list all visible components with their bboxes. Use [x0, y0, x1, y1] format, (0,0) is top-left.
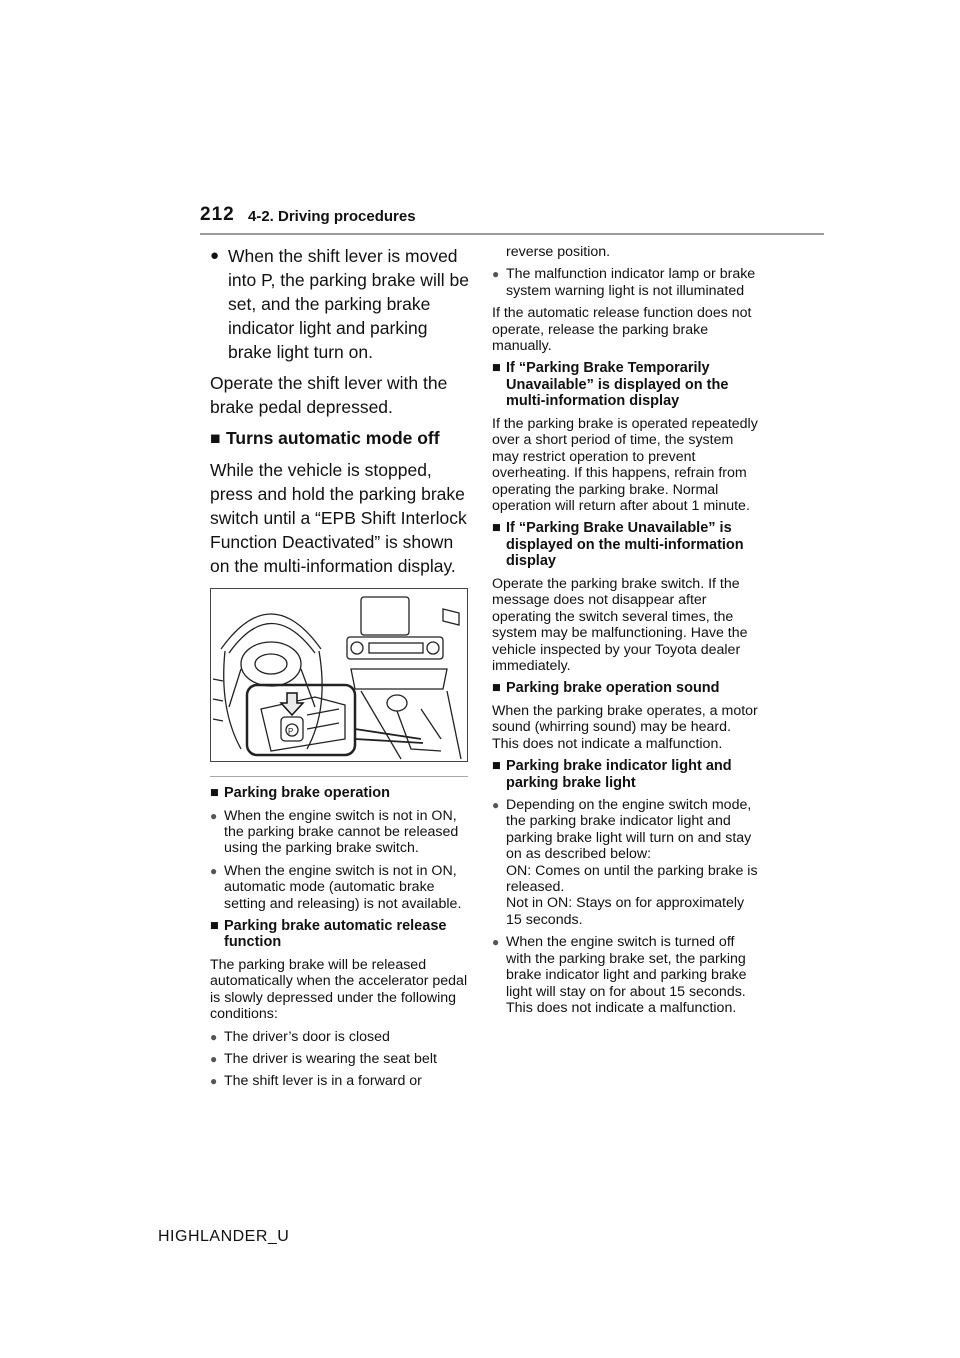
bullet-icon: ● [210, 1029, 218, 1044]
square-icon: ■ [492, 360, 501, 377]
list-item [210, 1073, 472, 1089]
note-text: Operate the parking brake switch. If the message does not disappear after operating the switch several times, the system may be malfunctioning. Have the vehicle inspected by your Toyota dealer immediately. [492, 575, 748, 674]
note-heading-text: Parking brake indicator light and parking brake light [506, 758, 732, 791]
note-heading-operation [210, 785, 472, 802]
notes-block [210, 785, 472, 1090]
note-text: If the parking brake is operated repeatedly over a short period of time, the system may restrict operation to prevent overheating. If this happens, refrain from operating the parking brake. Normal operation will return after about 1 minute. [492, 415, 758, 514]
note-heading-text: If “Parking Brake Unavailable” is displayed on the multi-information display [506, 520, 744, 570]
footer-model: HIGHLANDER_U [158, 1228, 290, 1245]
bullet-icon: ● [492, 935, 500, 950]
list-item-text: The shift lever is in a forward or [224, 1073, 422, 1090]
square-icon: ■ [492, 520, 501, 537]
bullet-icon: ● [210, 808, 218, 823]
bullet-icon: ● [492, 798, 500, 813]
dashboard-illustration-icon [211, 589, 467, 761]
heading-automatic-mode-off [210, 426, 472, 450]
list-item [492, 797, 758, 928]
heading-text: Turns automatic mode off [226, 428, 440, 448]
list-item [210, 1051, 472, 1067]
note-heading-temporarily-unavailable [492, 360, 758, 410]
note-heading-text: Parking brake automatic release function [224, 917, 447, 951]
square-icon: ■ [492, 680, 501, 697]
list-item-text: Depending on the engine switch mode, the parking brake indicator light and parking brake light will turn on and stay on as described below: [506, 797, 752, 863]
note-text: The parking brake will be released automatically when the accelerator pedal is slowly depressed under the following conditions: [210, 956, 468, 1023]
note-heading-text: Parking brake operation sound [506, 680, 720, 697]
list-item-text: ON: Comes on until the parking brake is released. [506, 862, 758, 896]
page-number: 212 [200, 204, 235, 225]
list-item-text: Not in ON: Stays on for approximately 15 seconds. [506, 895, 745, 928]
intro-text: Operate the shift lever with the brake pedal depressed. [210, 373, 448, 417]
list-item-text: The driver’s door is closed [224, 1028, 390, 1045]
list-item-text: The malfunction indicator lamp or brake system warning light is not illuminated [506, 266, 756, 299]
note-heading-indicator-light [492, 758, 758, 791]
section-title: 4-2. Driving procedures [248, 208, 416, 225]
square-icon: ■ [210, 428, 221, 448]
figure-divider [210, 776, 468, 777]
list-item [492, 934, 758, 1016]
note-text: When the parking brake operates, a motor sound (whirring sound) may be heard. This does not indicate a malfunction. [492, 702, 758, 752]
list-item-text: When the engine switch is not in ON, automatic mode (automatic brake setting and releasing) is not available. [224, 862, 462, 912]
left-column [210, 244, 472, 1096]
list-item-text: The driver is wearing the seat belt [224, 1050, 437, 1067]
note-heading-auto-release [210, 918, 472, 951]
bullet-icon: ● [210, 247, 220, 264]
note-heading-unavailable [492, 520, 758, 570]
square-icon: ■ [210, 917, 219, 934]
bullet-icon: ● [210, 863, 218, 878]
continued-text: reverse position. [506, 244, 611, 260]
list-item [210, 808, 472, 857]
bullet-icon: ● [492, 267, 500, 282]
right-column [492, 244, 758, 1022]
parking-brake-switch-illustration [210, 588, 468, 762]
intro-bullet [210, 244, 472, 364]
list-item [210, 863, 472, 912]
bullet-icon: ● [210, 1074, 218, 1089]
list-item [492, 266, 758, 299]
square-icon: ■ [210, 785, 219, 801]
list-item [210, 1029, 472, 1045]
note-heading-text: Parking brake operation [224, 785, 390, 801]
intro-bullet-text: When the shift lever is moved into P, the parking brake will be set, and the parking brake indicator light and parking brake light turn on. [228, 246, 469, 362]
page-header [200, 204, 824, 236]
list-item-text: When the engine switch is not in ON, the parking brake cannot be released using the parking brake switch. [224, 807, 459, 857]
header-divider [200, 233, 824, 235]
note-heading-operation-sound [492, 680, 758, 697]
note-heading-text: If “Parking Brake Temporarily Unavailable” is displayed on the multi-information display [506, 360, 729, 410]
list-item-text: When the engine switch is turned off with the parking brake set, the parking brake indicator light and parking brake light will stay on for about 15 seconds. This does not indicate a malfunction. [506, 934, 747, 1016]
svg-text:P: P [288, 727, 294, 736]
note-text: If the automatic release function does not operate, release the parking brake manually. [492, 305, 752, 355]
square-icon: ■ [492, 758, 501, 775]
bullet-icon: ● [210, 1051, 218, 1066]
body-text: While the vehicle is stopped, press and hold the parking brake switch until a “EPB Shift Interlock Function Deactivated” is shown on the multi-information display. [210, 460, 467, 576]
